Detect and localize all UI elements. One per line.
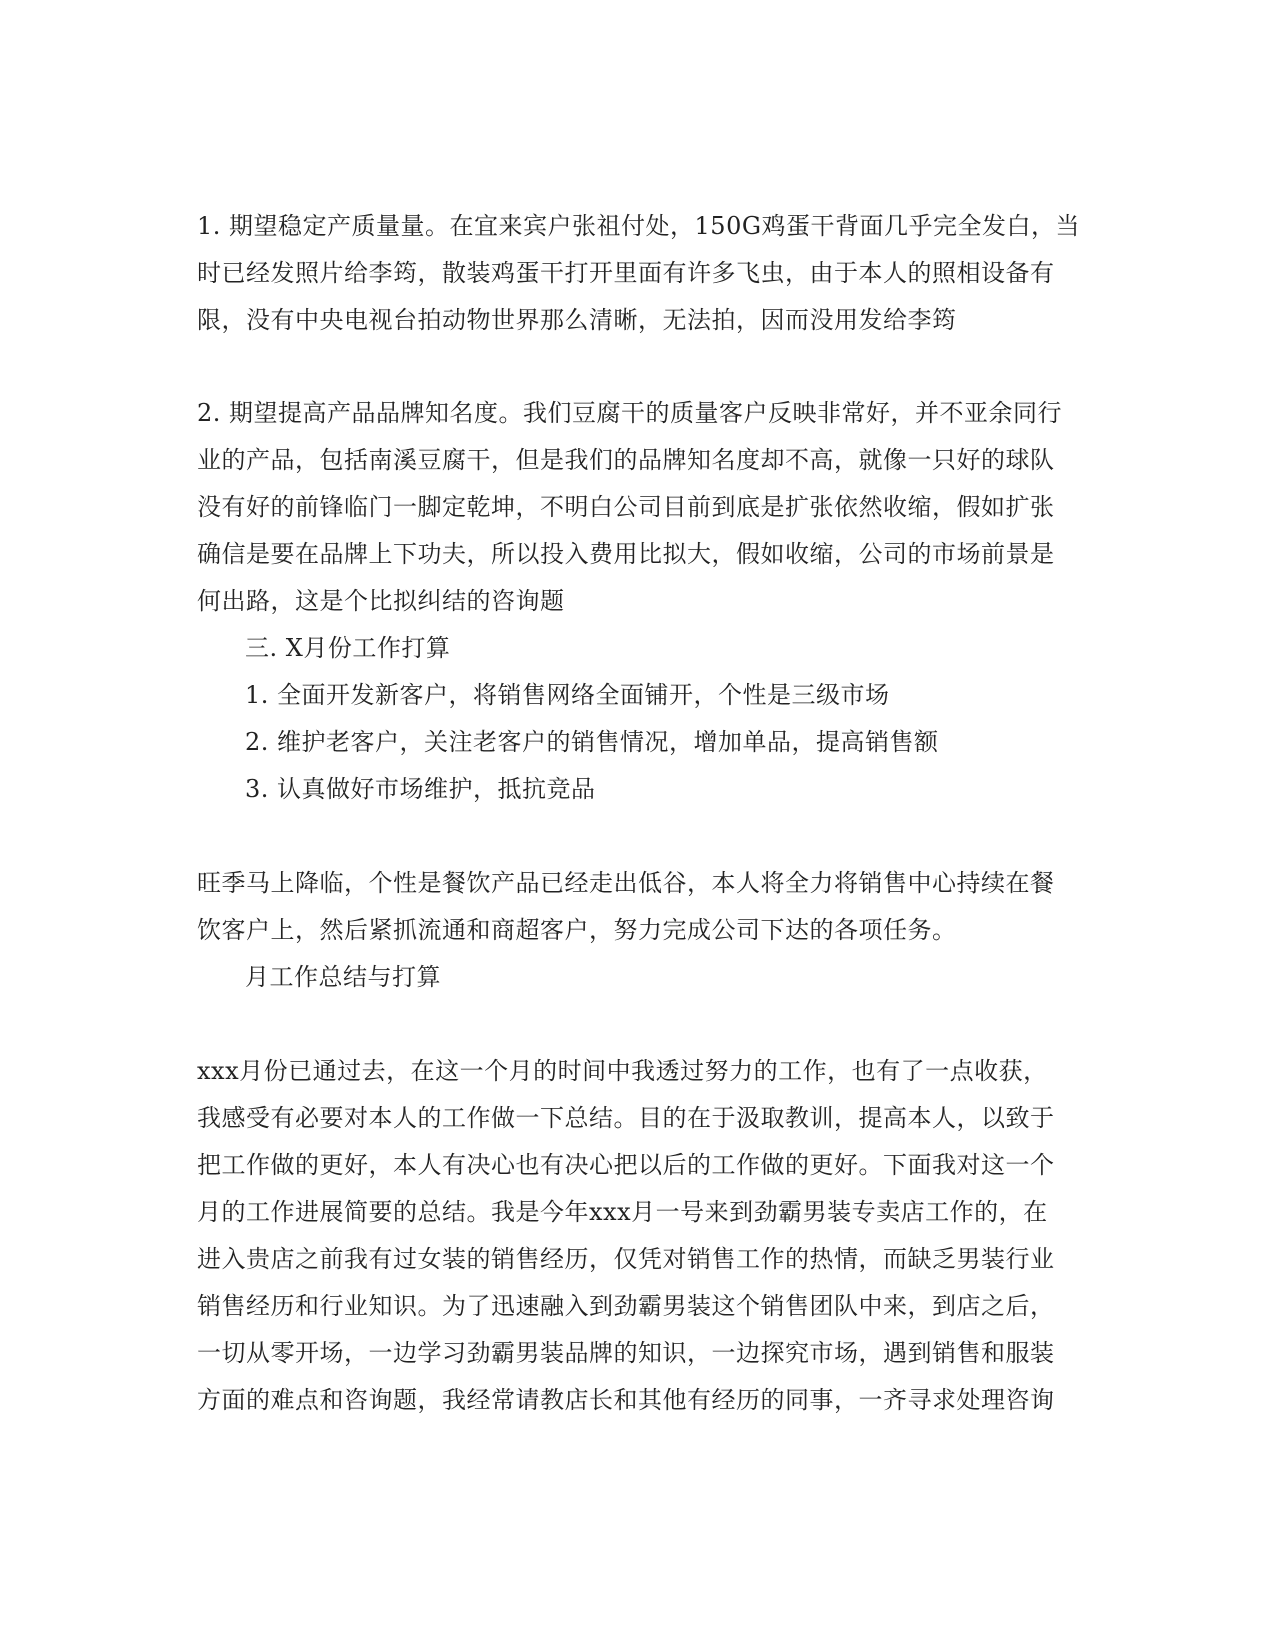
text-line: 2. 期望提高产品品牌知名度。我们豆腐干的质量客户反映非常好，并不亚余同行 [197,399,1063,427]
text-line: 销售经历和行业知识。为了迅速融入到劲霸男装这个销售团队中来，到店之后， [197,1292,1055,1320]
text-line: 进入贵店之前我有过女装的销售经历，仅凭对销售工作的热情，而缺乏男装行业 [197,1245,1055,1273]
text-line: 月的工作进展简要的总结。我是今年xxx月一号来到劲霸男装专卖店工作的，在 [197,1198,1048,1226]
text-line: 业的产品，包括南溪豆腐干，但是我们的品牌知名度却不高，就像一只好的球队 [197,446,1055,474]
text-line: 方面的难点和咨询题，我经常请教店长和其他有经历的同事，一齐寻求处理咨询 [197,1386,1055,1414]
list-item: 2. 维护老客户，关注老客户的销售情况，增加单品，提高销售额 [245,728,939,756]
text-line: 限，没有中央电视台拍动物世界那么清晰，无法拍，因而没用发给李筠 [197,306,957,334]
text-line: 1. 期望稳定产质量量。在宜来宾户张祖付处，150G鸡蛋干背面几乎完全发白，当 [197,212,1081,240]
list-item: 3. 认真做好市场维护，抵抗竞品 [245,775,596,803]
text-line: 一切从零开场，一边学习劲霸男装品牌的知识，一边探究市场，遇到销售和服装 [197,1339,1055,1367]
text-line: 我感受有必要对本人的工作做一下总结。目的在于汲取教训，提高本人，以致于 [197,1104,1055,1132]
text-line: 时已经发照片给李筠，散装鸡蛋干打开里面有许多飞虫，由于本人的照相设备有 [197,259,1055,287]
text-line: 把工作做的更好，本人有决心也有决心把以后的工作做的更好。下面我对这一个 [197,1151,1055,1179]
text-line: 没有好的前锋临门一脚定乾坤，不明白公司目前到底是扩张依然收缩，假如扩张 [197,493,1055,521]
list-item: 1. 全面开发新客户，将销售网络全面铺开，个性是三级市场 [245,681,890,709]
section-heading: 三. X月份工作打算 [245,634,451,662]
text-line: 饮客户上，然后紧抓流通和商超客户，努力完成公司下达的各项任务。 [197,916,957,944]
text-line: 旺季马上降临，个性是餐饮产品已经走出低谷，本人将全力将销售中心持续在餐 [197,869,1055,897]
text-line: 何出路，这是个比拟纠结的咨询题 [197,587,565,615]
text-line: 确信是要在品牌上下功夫，所以投入费用比拟大，假如收缩，公司的市场前景是 [197,540,1055,568]
text-line: xxx月份已通过去，在这一个月的时间中我透过努力的工作，也有了一点收获， [197,1057,1048,1085]
document-title: 月工作总结与打算 [245,963,441,991]
